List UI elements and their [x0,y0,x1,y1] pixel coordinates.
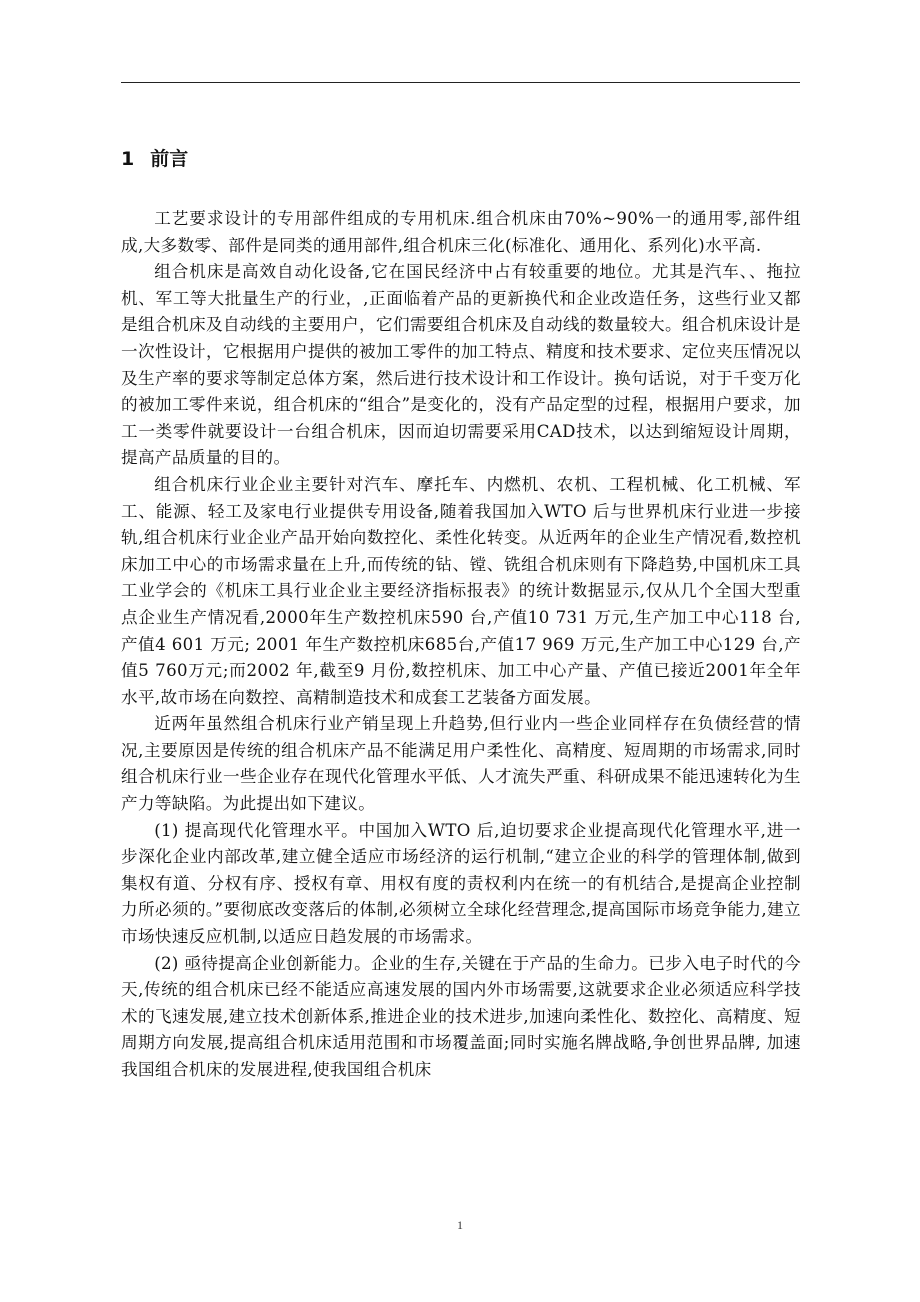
paragraph: 近两年虽然组合机床行业产销呈现上升趋势,但行业内一些企业同样存在负债经营的情况,主要原因是传统的组合机床产品不能满足用户柔性化、高精度、短周期的市场需求,同时组合机床行业一些企业存在现代化管理水平低、人才流失严重、科研成果不能迅速转化为生产力等缺陷。为此提出如下建议。 [121,714,801,814]
paragraph: 组合机床是高效自动化设备,它在国民经济中占有较重要的地位。尤其是汽车、、拖拉机、军工等大批量生产的行业，,正面临着产品的更新换代和企业改造任务，这些行业又都是组合机床及自动线的主要用户，它们需要组合机床及自动线的数量较大。组合机床设计是一次性设计，它根据用户提供的被加工零件的加工特点、精度和技术要求、定位夹压情况以及生产率的要求等制定总体方案，然后进行技术设计和工作设计。换句话说，对于千变万化的被加工零件来说，组合机床的“组合”是变化的，没有产品定型的过程，根据用户要求，加工一类零件就要设计一台组合机床，因而迫切需要采用CAD技术，以达到缩短设计周期，提高产品质量的目的。 [121,262,801,468]
header-rule [121,82,800,83]
paragraph: 工艺要求设计的专用部件组成的专用机床.组合机床由70%~90%一的通用零,部件组成,大多数零、部件是同类的通用部件,组合机床三化(标准化、通用化、系列化)水平高. [121,209,801,255]
paragraph: 组合机床行业企业主要针对汽车、摩托车、内燃机、农机、工程机械、化工机械、军工、能源、轻工及家电行业提供专用设备,随着我国加入WTO 后与世界机床行业进一步接轨,组合机床行业企业产品开始向数控化、柔性化转变。从近两年的企业生产情况看,数控机床加工中心的市场需求量在上升,而传统的钻、镗、铣组合机床则有下降趋势,中国机床工具工业学会的《机床工具行业企业主要经济指标报表》的统计数据显示,仅从几个全国大型重点企业生产情况看,2000年生产数控机床590 台,产值10 731 万元,生产加工中心118 台,产值4 601 万元; 2001 年生产数控机床685台,产值17 969 万元,生产加工中心129 台,产值5 760万元;而2002 年,截至9 月份,数控机床、加工中心产量、产值已接近2001年全年水平,故市场在向数控、高精制造技术和成套工艺装备方面发展。 [121,474,801,707]
section-number: 1 [121,148,135,170]
section-heading [121,146,188,172]
paragraph: (1) 提高现代化管理水平。中国加入WTO 后,迫切要求企业提高现代化管理水平,进一步深化企业内部改革,建立健全适应市场经济的运行机制,“建立企业的科学的管理体制,做到集权有道、分权有序、授权有章、用权有度的责权利内在统一的有机结合,是提高企业控制力所必须的。”要彻底改变落后的体制,必须树立全球化经营理念,提高国际市场竞争能力,建立市场快速反应机制,以适应日趋发展的市场需求。 [121,820,801,947]
page-number: 1 [457,1218,463,1232]
body-text [121,206,801,1084]
paragraph: (2) 亟待提高企业创新能力。企业的生存,关键在于产品的生命力。已步入电子时代的今天,传统的组合机床已经不能适应高速发展的国内外市场需要,这就要求企业必须适应科学技术的飞速发展,建立技术创新体系,推进企业的技术进步,加速向柔性化、数控化、高精度、短周期方向发展,提高组合机床适用范围和市场覆盖面;同时实施名牌战略,争创世界品牌, 加速我国组合机床的发展进程,使我国组合机床 [121,953,801,1079]
section-title: 前言 [150,148,189,170]
